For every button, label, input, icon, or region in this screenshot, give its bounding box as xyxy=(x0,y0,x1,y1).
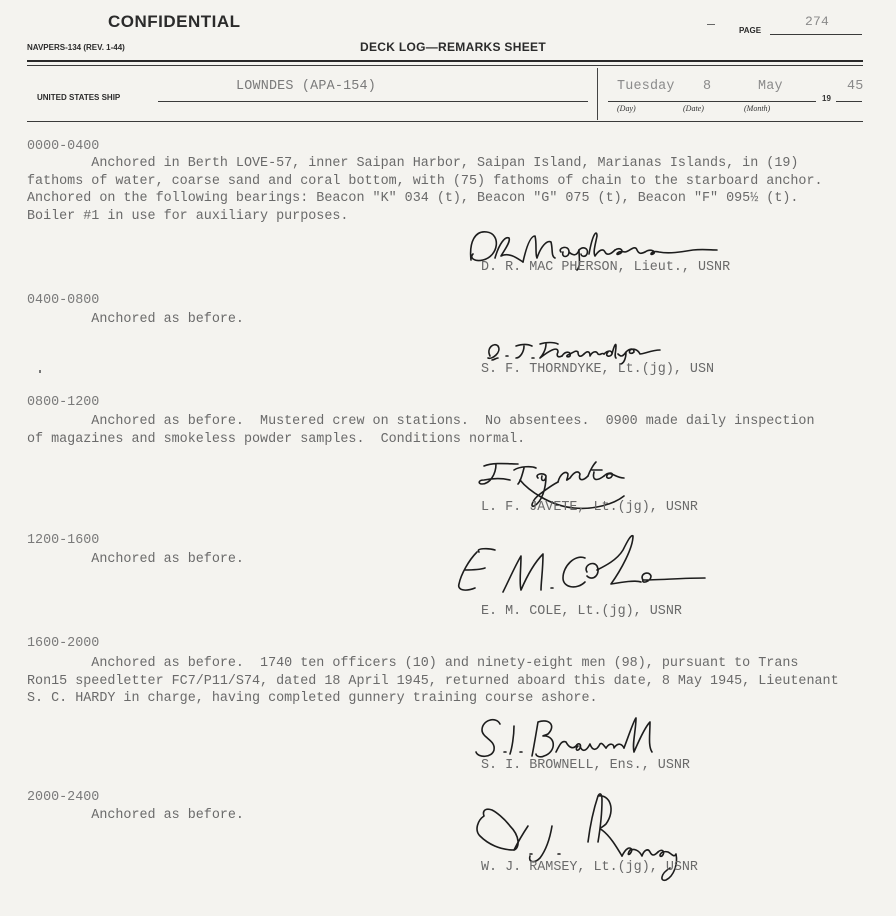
signer-name: L. F. JAVETE, Lt.(jg), USNR xyxy=(481,500,698,515)
watch-remarks: Anchored as before. xyxy=(27,552,244,567)
date-box-left xyxy=(597,68,598,120)
signer-name: S. I. BROWNELL, Ens., USNR xyxy=(481,758,690,773)
month-caption: (Month) xyxy=(744,104,771,113)
signature-brownell xyxy=(474,712,674,764)
signature-cole xyxy=(455,530,715,602)
date-caption: (Date) xyxy=(683,104,704,113)
header-rule-top xyxy=(27,60,863,62)
signer-name: D. R. MAC PHERSON, Lieut., USNR xyxy=(481,260,731,275)
watch-time: 0000-0400 xyxy=(27,139,100,154)
header-rule-bottom xyxy=(27,65,863,66)
form-number: NAVPERS-134 (REV. 1-44) xyxy=(27,43,125,52)
day-value: Tuesday xyxy=(617,79,675,94)
watch-remarks: Anchored as before. Mustered crew on stations. No absentees. 0900 made daily inspection of magazines and smokeless powder samples. Conditions normal. xyxy=(27,414,815,447)
tick-mark xyxy=(707,24,715,25)
watch-time: 0400-0800 xyxy=(27,293,100,308)
signer-name: E. M. COLE, Lt.(jg), USNR xyxy=(481,604,682,619)
page-number: 274 xyxy=(805,14,830,29)
watch-time: 1200-1600 xyxy=(27,533,100,548)
watch-remarks: Anchored as before. xyxy=(27,312,244,327)
signature-thorndyke xyxy=(484,338,674,364)
date-value: 8 xyxy=(703,79,712,94)
signer-name: W. J. RAMSEY, Lt.(jg), USNR xyxy=(481,860,698,875)
watch-remarks: Anchored in Berth LOVE-57, inner Saipan Harbor, Saipan Island, Marianas Islands, in (19) fathoms of water, coarse sand and coral bottom, with (75) fathoms of chain to the starboard anchor. Anchored on the following bearings: Beacon "K" 034 (t), Beacon "G" 075 (t), Beacon "F" 095½ (t). Boiler #1 in use for auxiliary purposes. xyxy=(27,156,823,224)
date-line xyxy=(608,101,816,102)
ship-name-line xyxy=(158,101,588,102)
year-value: 45 xyxy=(847,79,864,94)
signer-name: S. F. THORNDYKE, Lt.(jg), USN xyxy=(481,362,715,377)
month-value: May xyxy=(758,79,783,94)
confidential-stamp: CONFIDENTIAL xyxy=(108,12,241,31)
page-label: PAGE xyxy=(739,26,762,35)
ship-label: UNITED STATES SHIP xyxy=(37,93,121,102)
watch-time: 2000-2400 xyxy=(27,790,100,805)
stray-mark xyxy=(39,370,41,373)
watch-remarks: Anchored as before. 1740 ten officers (10) and ninety-eight men (98), pursuant to Trans Ron15 speedletter FC7/P11/S74, dated 18 April 1945, returned aboard this date, 8 May 1945, Lieutenant S. C. HARDY in charge, having completed gunnery training course ashore. xyxy=(27,656,839,706)
sheet-title: DECK LOG—REMARKS SHEET xyxy=(360,40,546,54)
year-line xyxy=(836,101,862,102)
page-number-line xyxy=(770,34,862,35)
watch-remarks: Anchored as before. xyxy=(27,808,244,823)
watch-time: 1600-2000 xyxy=(27,636,100,651)
ship-name: LOWNDES (APA-154) xyxy=(236,79,377,94)
header-bottom-rule xyxy=(27,121,863,122)
year-prefix: 19 xyxy=(822,94,831,103)
day-caption: (Day) xyxy=(617,104,636,113)
watch-time: 0800-1200 xyxy=(27,395,100,410)
